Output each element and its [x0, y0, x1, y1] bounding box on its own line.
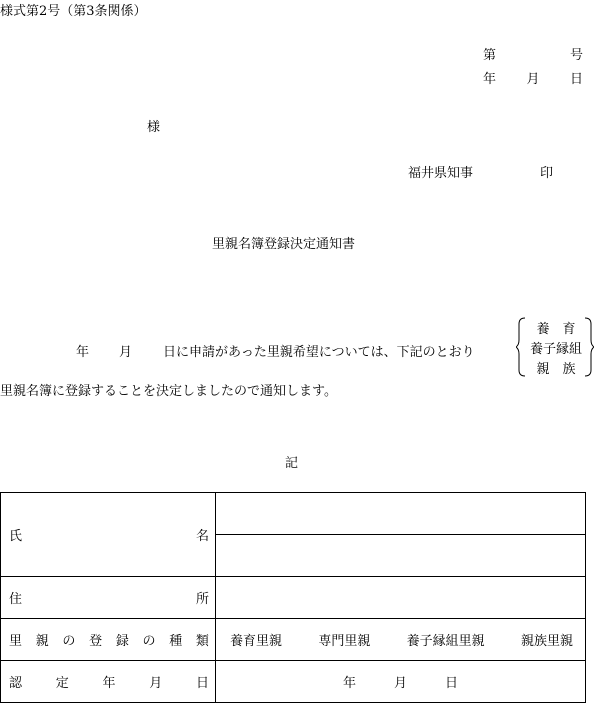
- document-title: 里親名簿登録決定通知書: [212, 237, 356, 252]
- seal-mark: 印: [540, 166, 554, 181]
- option-kinship: 親 族: [536, 362, 576, 377]
- issue-date: [483, 68, 583, 87]
- date-year: 年: [483, 72, 497, 87]
- body-line1-text: 日に申請があった里親希望については、下記のとおり: [163, 345, 475, 360]
- date-day: 日: [569, 72, 583, 87]
- addressee-suffix: 様: [147, 120, 161, 135]
- address-value[interactable]: [216, 577, 586, 619]
- date-month: 月: [526, 72, 540, 87]
- cert-label-cell: 認 定 年 月 日: [1, 661, 216, 703]
- issuer-title: 福井県知事: [408, 166, 474, 181]
- type-adoptive[interactable]: 養子縁組里親: [406, 634, 485, 649]
- option-foster: 養 育: [536, 322, 576, 337]
- number-prefix: 第: [483, 48, 497, 63]
- name-value-lower[interactable]: [216, 535, 586, 577]
- registration-type-options: [516, 317, 594, 377]
- type-foster[interactable]: 養育里親: [230, 634, 283, 649]
- table-row-type: [1, 619, 586, 661]
- cert-value-cell[interactable]: 年 月 日: [216, 661, 586, 703]
- ki-heading: 記: [285, 456, 299, 471]
- type-label-cell: 里 親 の 登 録 の 種 類: [1, 619, 216, 661]
- table-row-certification: [1, 661, 586, 703]
- type-value-cell: [216, 619, 586, 661]
- number-suffix: 号: [569, 48, 583, 63]
- body-month: 月: [119, 345, 133, 360]
- table-row-name: [1, 493, 586, 535]
- address-label-cell: 住 所: [1, 577, 216, 619]
- name-value-upper[interactable]: [216, 493, 586, 535]
- type-specialized[interactable]: 専門里親: [318, 634, 371, 649]
- document-number: [483, 44, 583, 63]
- details-table: [0, 492, 586, 703]
- table-row-address: [1, 577, 586, 619]
- name-label-cell: 氏 名: [1, 493, 216, 577]
- body-line2: 里親名簿に登録することを決定しましたので通知します。: [0, 384, 337, 399]
- type-kinship[interactable]: 親族里親: [520, 634, 573, 649]
- option-adoptive: 養子縁組: [529, 342, 582, 357]
- form-number-label: 様式第2号（第3条関係）: [0, 4, 147, 19]
- body-year: 年: [76, 345, 90, 360]
